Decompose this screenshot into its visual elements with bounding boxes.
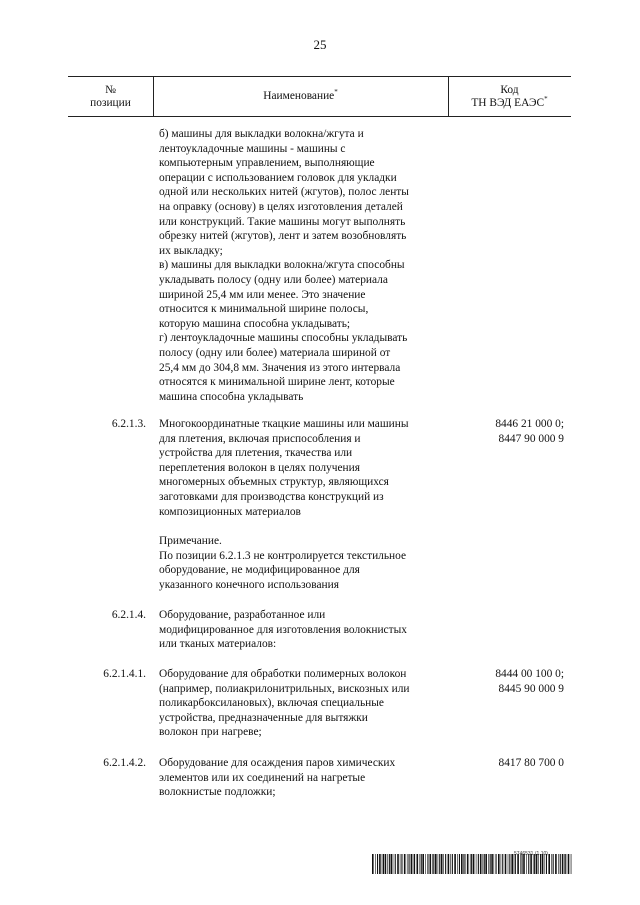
description-line: на оправку (основу) в целях изготовления деталей: [159, 200, 403, 213]
description-line: Оборудование, разработанное или: [159, 609, 326, 621]
hs-code: [462, 417, 564, 446]
description-line: б) машины для выкладки волокна/жгута и: [159, 128, 364, 140]
header-name: Наименование: [263, 90, 335, 102]
description-line: устройства, предназначенные для вытяжки: [159, 711, 368, 724]
hs-code: [462, 756, 564, 771]
position-description: [159, 608, 459, 652]
description-line: По позиции 6.2.1.3 не контролируется текстильное: [159, 549, 407, 562]
description-line: композиционных материалов: [159, 505, 301, 518]
position-number: 6.2.1.4.: [111, 609, 146, 621]
description-line: в) машины для выкладки волокна/жгута способны: [159, 259, 405, 272]
description-line: поликарбоксилановых), включая специальные: [159, 697, 384, 710]
description-line: оборудование, не модифицированное для: [159, 564, 360, 577]
description-line: (например, полиакрилонитрильных, вискозных или: [159, 682, 410, 695]
page-number: 25: [313, 37, 327, 52]
description-line: лентоукладочные машины - машины с: [159, 142, 346, 155]
description-line: многомерных объемных структур, являющихся: [159, 476, 389, 489]
header-num-line-2: позиции: [90, 96, 131, 109]
header-code-line-2: ТН ВЭД ЕАЭС: [471, 96, 545, 109]
description-line: машина способна укладывать: [159, 390, 304, 403]
hs-code-line: 8444 00 100 0;: [495, 668, 564, 680]
description-line: переплетения волокон в целях получения: [159, 461, 360, 474]
description-line: Примечание.: [159, 535, 222, 547]
description-line: Многокоординатные ткацкие машины или машины: [159, 418, 409, 430]
description-line: одной или нескольких нитей (жгутов), полос ленты: [159, 186, 409, 199]
hs-code-line: 8446 21 000 0;: [495, 418, 564, 430]
description-line: волокон при нагреве;: [159, 726, 262, 739]
description-line: которую машина способна укладывать;: [159, 317, 351, 330]
description-line: относятся к минимальной ширине лент, которые: [159, 376, 395, 389]
header-position-column: [68, 77, 153, 116]
header-code-mark: *: [544, 94, 548, 103]
table-header: [68, 76, 571, 117]
description-line: операции с использованием головок для укладки: [159, 171, 397, 184]
position-description: [159, 534, 459, 592]
description-line: г) лентоукладочные машины способны укладывать: [159, 332, 408, 345]
description-line: полосу (одну или более) материала шириной от: [159, 346, 391, 359]
description-line: модифицированное для изготовления волокнистых: [159, 623, 407, 636]
hs-code: [462, 667, 564, 696]
position-description: [159, 127, 459, 404]
description-line: волокнистые подложки;: [159, 786, 276, 799]
description-line: их выкладку;: [159, 244, 223, 257]
position-number: 6.2.1.4.2.: [103, 757, 146, 769]
description-line: для плетения, включая приспособления и: [159, 432, 361, 445]
header-name-mark: *: [334, 88, 338, 97]
hs-code-line: 8417 80 700 0: [498, 757, 564, 769]
barcode: [372, 854, 572, 874]
description-line: элементов или их соединений на нагретые: [159, 771, 366, 784]
hs-code-line: 8447 90 000 9: [498, 432, 564, 445]
description-line: обрезку нитей (жгутов), лент и затем возобновлять: [159, 230, 407, 243]
header-num-line-1: №: [105, 83, 116, 96]
position-description: [159, 756, 459, 800]
position-number: 6.2.1.4.1.: [103, 668, 146, 680]
description-line: или тканых материалов:: [159, 638, 277, 651]
description-line: компьютерным управлением, выполняющие: [159, 157, 375, 170]
position-number: 6.2.1.3.: [111, 418, 146, 430]
description-line: относится к минимальной ширине полосы,: [159, 303, 369, 316]
description-line: шириной 25,4 мм или менее. Это значение: [159, 288, 366, 301]
description-line: Оборудование для осаждения паров химических: [159, 757, 396, 769]
position-description: [159, 417, 459, 519]
position-description: [159, 667, 459, 740]
description-line: укладывать полосу (одну или более) материала: [159, 273, 388, 286]
document-id: (1.10): [534, 851, 548, 857]
header-code-line-1: Код: [500, 83, 519, 96]
description-line: устройства для плетения, ткачества или: [159, 447, 353, 460]
description-line: 25,4 мм до 304,8 мм. Значения из этого интервала: [159, 361, 401, 374]
description-line: заготовками для производства конструкций из: [159, 490, 384, 503]
description-line: Оборудование для обработки полимерных волокон: [159, 668, 407, 680]
description-line: или конструкций. Такие машины могут выполнять: [159, 215, 406, 228]
description-line: указанного конечного использования: [159, 578, 339, 591]
hs-code-line: 8445 90 000 9: [498, 682, 564, 695]
header-code-column: [448, 77, 571, 116]
header-name-column: [153, 77, 448, 116]
